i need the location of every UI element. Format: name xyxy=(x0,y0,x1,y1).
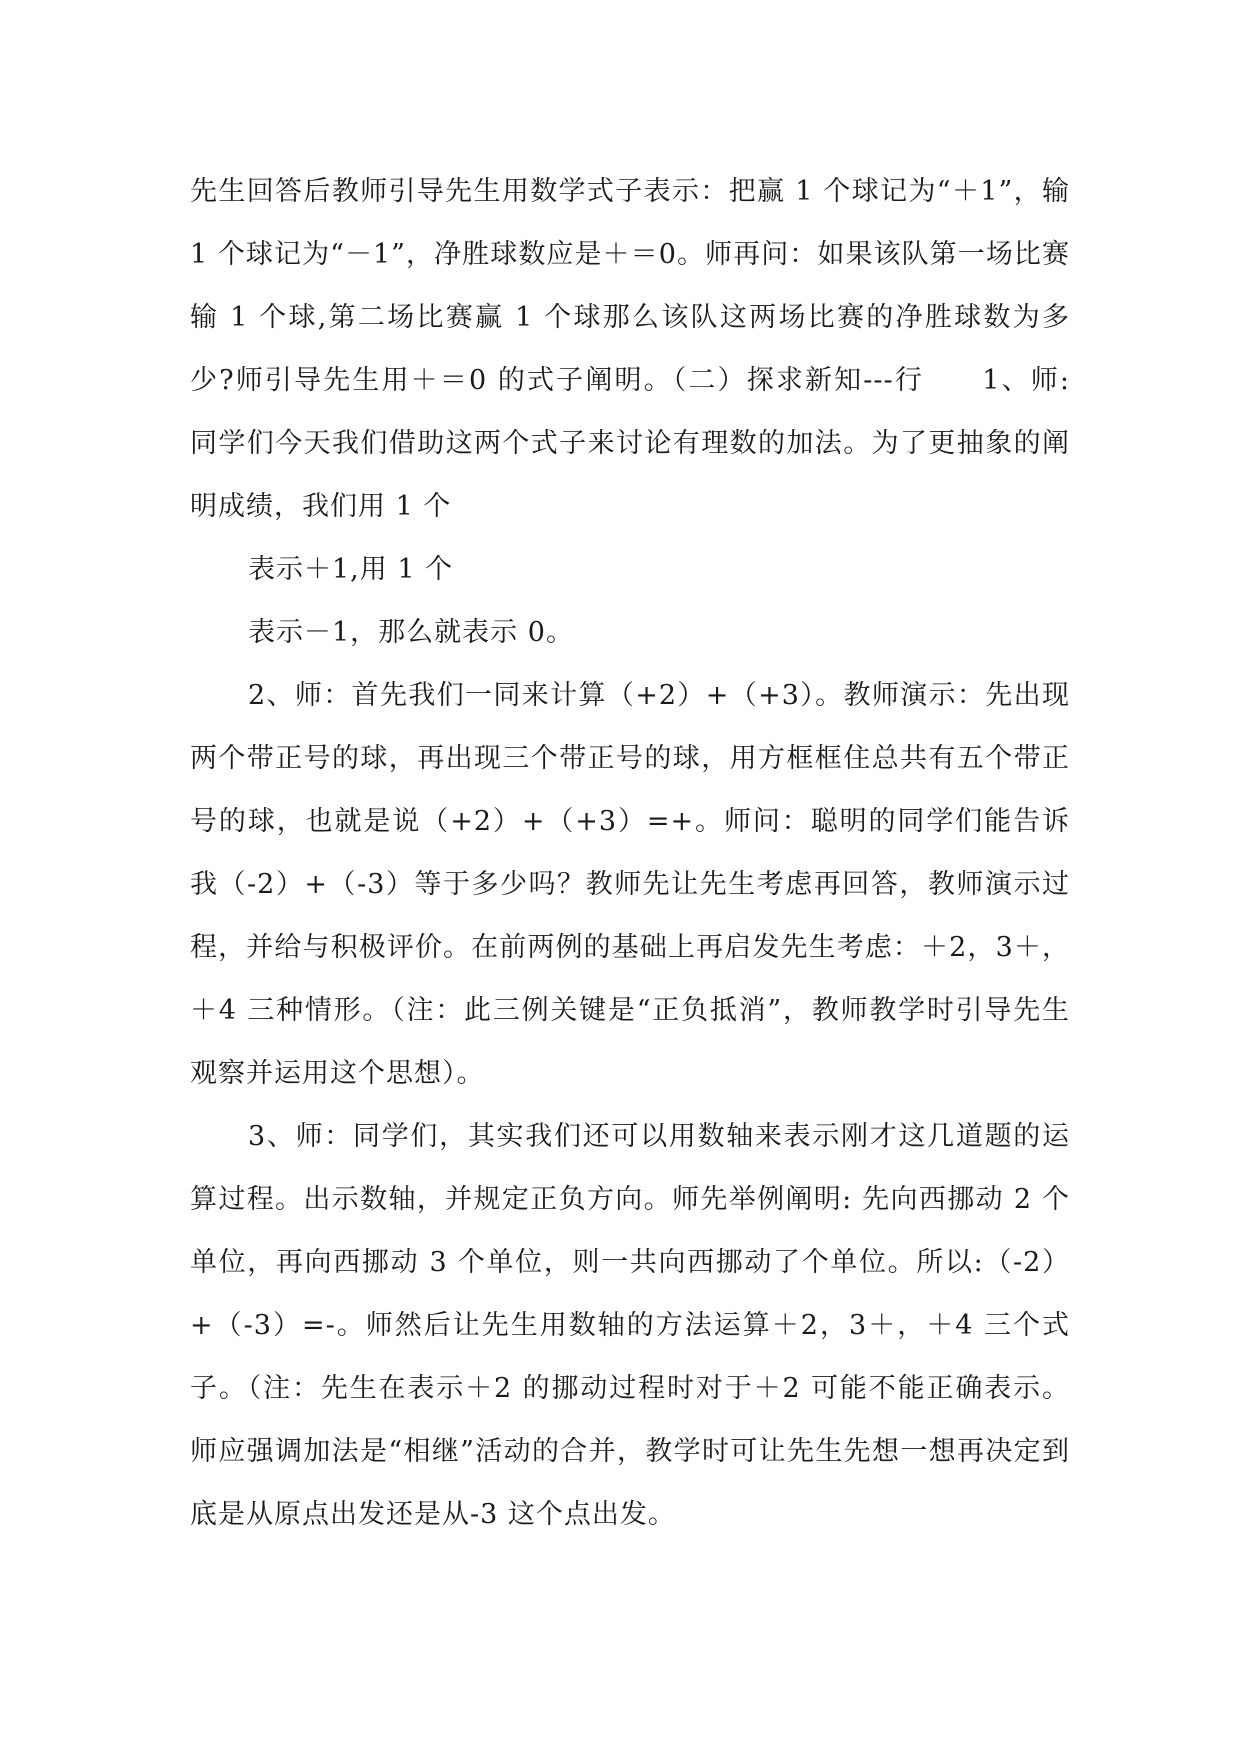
paragraph-step-2: 2、师：首先我们一同来计算（+2）+（+3）。教师演示：先出现两个带正号的球，再出现三个带正号的球，用方框框住总共有五个带正号的球，也就是说（+2）+（+3）=+。师问：聪明的同学们能告诉我（-2）+（-3）等于多少吗？教师先让先生考虑再回答，教师演示过程，并给与积极评价。在前两例的基础上再启发先生考虑：＋2，3＋，＋4 三种情形。（注：此三例关键是“正负抵消”，教师教学时引导先生观察并运用这个思想）。 xyxy=(190,680,1070,1089)
paragraph-step-3: 3、师：同学们，其实我们还可以用数轴来表示刚才这几道题的运算过程。出示数轴，并规定正负方向。师先举例阐明: 先向西挪动 2 个单位，再向西挪动 3 个单位，则一共向西挪动了个单位。所以:（-2）+（-3）=-。师然后让先生用数轴的方法运算＋2，3＋，＋4 三个式子。（注：先生在表示＋2 的挪动过程时对于＋2 可能不能正确表示。师应强调加法是“相继”活动的合并，教学时可让先生先想一想再决定到底是从原点出发还是从-3 这个点出发。 xyxy=(190,1121,1070,1530)
paragraph-plus-one: 表示＋1,用 1 个 xyxy=(248,554,454,585)
paragraph-minus-one: 表示－1，那么就表示 0。 xyxy=(248,617,574,648)
body-text xyxy=(190,160,1070,1546)
paragraph-intro: 先生回答后教师引导先生用数学式子表示：把赢 1 个球记为“＋1”，输 1 个球记为“－1”，净胜球数应是＋＝0。师再问：如果该队第一场比赛输 1 个球,第二场比赛赢 1 个球那么该队这两场比赛的净胜球数为多少?师引导先生用＋＝0 的式子阐明。（二）探求新知---行 1、师: 同学们今天我们借助这两个式子来讨论有理数的加法。为了更抽象的阐明成绩，我们用 1 个 xyxy=(190,176,1070,522)
